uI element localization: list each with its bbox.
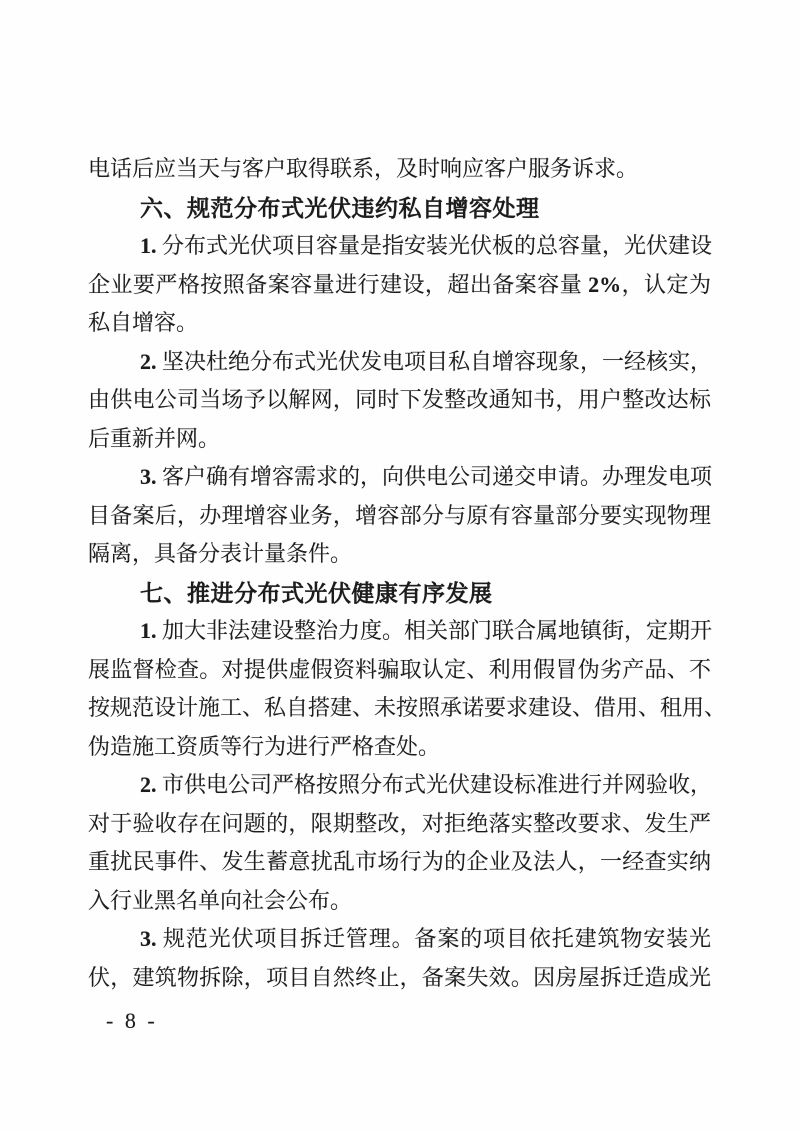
text-run: 加大非法建设整治力度。相关部门联合属地镇街，定期开 [162, 618, 713, 643]
text-run: 伪造施工资质等行为进行严格查处。 [88, 733, 441, 759]
text-run: 伏，建筑物拆除，项目自然终止，备案失效。因房屋拆迁造成光 [88, 964, 711, 990]
bold-text-run: 2. [140, 348, 162, 374]
page-number: - 8 - [106, 1008, 158, 1033]
bold-text-run: 1. [140, 233, 162, 258]
paragraph-block [88, 458, 711, 574]
text-run: 对于验收存在问题的，限期整改，对拒绝落实整改要求、发生严 [88, 810, 711, 836]
text-run: 展监督检查。对提供虚假资料骗取认定、利用假冒伪劣产品、不 [88, 656, 711, 682]
text-line [88, 304, 711, 343]
text-line [88, 612, 711, 651]
text-run: 分布式光伏项目容量是指安装光伏板的总容量，光伏建设 [162, 233, 713, 258]
text-run: 重扰民事件、发生蓄意扰乱市场行为的企业及法人，一经查实纳 [88, 849, 711, 874]
text-run: 目备案后，办理增容业务，增容部分与原有容量部分要实现物理 [88, 502, 711, 528]
text-run: 入行业黑名单向社会公布。 [88, 887, 353, 913]
paragraph-block [88, 343, 711, 459]
bold-text-run: 3. [140, 464, 162, 489]
text-run: 由供电公司当场予以解网，同时下发整改通知书，用户整改达标 [88, 387, 711, 412]
bold-text-run: 七、推进分布式光伏健康有序发展 [140, 579, 493, 606]
paragraph-block [88, 150, 711, 189]
text-run: 按规范设计施工、私自搭建、未按照承诺要求建设、借用、租用、 [88, 695, 727, 720]
paragraph-block [88, 227, 711, 343]
text-line [88, 882, 711, 921]
text-line [88, 959, 711, 998]
text-line [88, 805, 711, 844]
section-heading [88, 574, 711, 613]
text-run: 后重新并网。 [88, 425, 221, 451]
bold-text-run: 3. [140, 926, 163, 951]
text-run: 电话后应当天与客户取得联系，及时响应客户服务诉求。 [88, 156, 639, 181]
bold-text-run: 1. [140, 618, 162, 643]
text-line [88, 420, 711, 459]
paragraph-block [88, 766, 711, 920]
bold-text-run: 六、规范分布式光伏违约私自增容处理 [140, 194, 540, 221]
text-run: 隔离，具备分表计量条件。 [88, 541, 353, 566]
text-run: 市供电公司严格按照分布式光伏建设标准进行并网验收， [162, 772, 713, 797]
text-line [88, 458, 711, 497]
text-line [88, 266, 711, 305]
bold-text-run: 2% [588, 271, 622, 297]
text-line [88, 150, 711, 189]
text-line [88, 843, 711, 882]
text-run: ，认定为 [621, 271, 711, 297]
text-line [88, 920, 711, 959]
paragraph-block [88, 612, 727, 766]
text-line [88, 343, 711, 382]
section-heading-block [88, 574, 711, 613]
text-line [88, 689, 727, 728]
text-run: 企业要严格按照备案容量进行建设，超出备案容量 [88, 271, 589, 297]
text-line [88, 728, 711, 767]
text-line [88, 227, 711, 266]
text-line [88, 535, 711, 574]
text-run: 客户确有增容需求的，向供电公司递交申请。办理发电项 [162, 464, 713, 489]
section-heading [88, 189, 711, 228]
text-line [88, 381, 711, 420]
document-body [88, 150, 727, 997]
text-run: 坚决杜绝分布式光伏发电项目私自增容现象，一经核实， [162, 348, 713, 374]
text-line [88, 497, 711, 536]
text-line [88, 651, 711, 690]
section-heading-block [88, 189, 711, 228]
paragraph-block [88, 920, 711, 997]
bold-text-run: 2. [140, 772, 162, 797]
text-run: 规范光伏项目拆迁管理。备案的项目依托建筑物安装光 [162, 926, 711, 951]
text-run: 私自增容。 [88, 310, 199, 335]
text-line [88, 766, 711, 805]
